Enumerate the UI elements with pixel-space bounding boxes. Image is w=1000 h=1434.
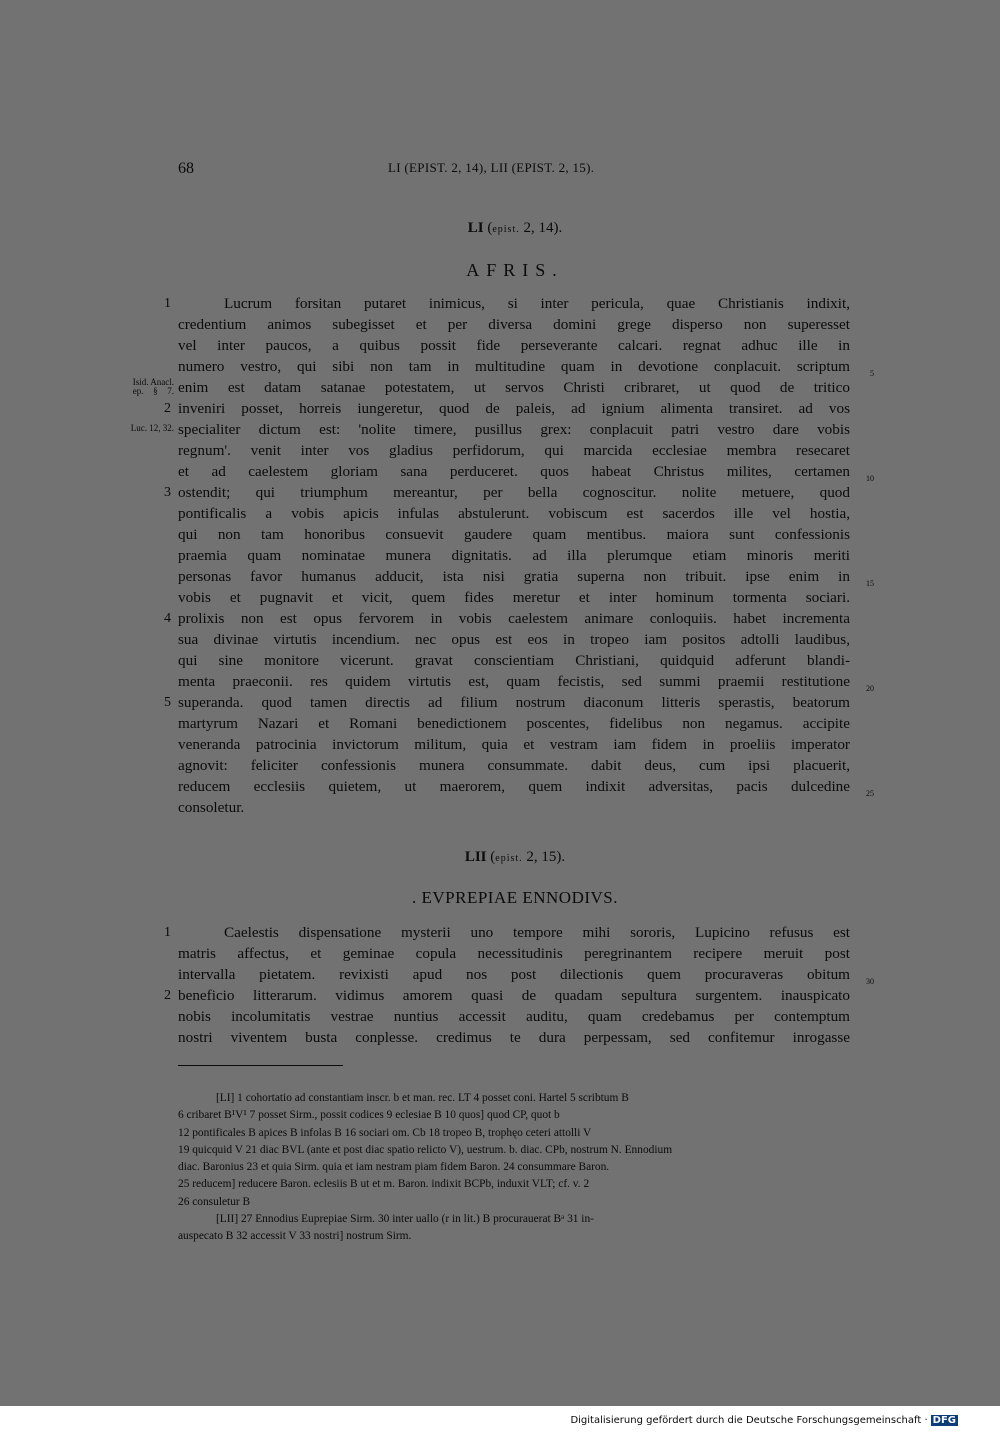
text-line: consoletur. — [178, 799, 245, 816]
apparatus-line: auspecato B 32 accessit V 33 nostri] nostrum Sirm. — [178, 1230, 412, 1243]
apparatus-line: [LI] 1 cohortatio ad constantiam inscr. b et man. rec. LT 4 posset coni. Hartel 5 scribtum B — [216, 1092, 629, 1104]
text-line — [130, 419, 850, 440]
text-line — [132, 377, 850, 398]
text-line: matris affectus, et geminae copula necessitudinis peregrinantem recipere meruit post — [178, 945, 850, 962]
line-text: intervalla pietatem. revixisti apud nos post dilectionis quem procuraveras obitum — [178, 966, 850, 983]
text-line — [164, 692, 850, 713]
letter-2-ref-open: ( — [490, 849, 496, 865]
text-line — [178, 776, 874, 798]
text-line — [164, 985, 850, 1006]
line-text: personas favor humanus adducit, ista nisi gratia superna non tribuit. ipse enim in — [178, 568, 850, 585]
letter-1-ref-rest: 2, 14). — [519, 220, 563, 236]
critical-apparatus — [178, 1090, 848, 1246]
section-number: 1 — [164, 925, 171, 940]
apparatus-line: 26 consuletur B — [178, 1195, 251, 1208]
apparatus-line: 12 pontificales B apices B infolas B 16 sociari om. Cb 18 tropeo B, trophęo ceteri attolli V — [178, 1126, 592, 1139]
line-number: 5 — [870, 369, 874, 378]
line-text: specialiter dictum est: 'nolite timere, pusillus grex: conplacuit patri vestro dare vobis — [178, 421, 850, 438]
line-text: numero vestro, qui sibi non tam in multitudine quam in devotione conplacuit. scriptum — [178, 358, 850, 375]
text-line: veneranda patrocinia invictorum militum, quia et vestram iam fidem in proeliis imperator — [178, 736, 850, 753]
text-line — [164, 608, 850, 629]
section-number: 2 — [164, 401, 171, 416]
line-text: beneficio litterarum. vidimus amorem quasi de quadam sepultura surgentem. inauspicato — [178, 987, 850, 1004]
letter-2-ref-rest: 2, 15). — [522, 849, 566, 865]
text-line — [178, 461, 874, 483]
apparatus-line: diac. Baronius 23 et quia Sirm. quia et iam nestram piam fidem Baron. 24 consummare Baron. — [178, 1161, 610, 1174]
line-text: prolixis non est opus fervorem in vobis caelestem animare conloquiis. habet incrementa — [178, 610, 850, 627]
text-line: vel inter paucos, a quibus possit fide perseverante calcari. regnat adhuc ille in — [178, 337, 850, 354]
text-line — [178, 671, 874, 693]
section-number: 5 — [164, 695, 171, 710]
running-head: LI (EPIST. 2, 14), LII (EPIST. 2, 15). — [388, 160, 595, 175]
text-line: credentium animos subegisset et per diversa domini grege disperso non superesset — [178, 316, 850, 333]
line-text: ostendit; qui triumphum mereantur, per bella cognoscitur. nolite metuere, quod — [178, 484, 850, 501]
text-line: regnum'. venit inter vos gladius perfidorum, qui marcida ecclesiae membra resecaret — [178, 442, 850, 459]
letter-1-ref-epist: epist. — [492, 224, 520, 235]
section-number: 4 — [164, 611, 171, 626]
line-text: enim est datam satanae potestatem, ut servos Christi cribraret, ut quod de tritico — [178, 379, 850, 396]
letter-1-body — [130, 293, 874, 818]
dfg-logo: DFG — [932, 1415, 956, 1426]
text-line: qui non tam honoribus consuevit gaudere quam mentibus. maiora sunt confessionis — [178, 526, 850, 543]
text-line — [178, 566, 874, 588]
text-line — [164, 922, 850, 943]
text-line — [164, 482, 850, 503]
letter-2-body — [164, 922, 874, 1048]
funding-footer — [566, 1413, 962, 1428]
letter-1-ref-open: ( — [487, 220, 493, 236]
apparatus-line: 6 cribaret B¹V¹ 7 posset Sirm., possit codices 9 eclesiae B 10 quos] quod CP, quot b — [178, 1109, 560, 1122]
text-line: sua divinae virtutis incendium. nec opus est eos in tropeo iam positos adtolli laudibus, — [178, 631, 850, 648]
text-line — [178, 964, 874, 986]
line-text: Lucrum forsitan putaret inimicus, si inter pericula, quae Christianis indixit, — [224, 295, 850, 312]
text-line: pontificalis a vobis apicis infulas abstulerunt. vobiscum est sacerdos ille vel hostia, — [178, 505, 850, 522]
text-line: nobis incolumitatis vestrae nuntius accessit auditu, quam credebamus per contemptum — [178, 1008, 850, 1025]
footer-text: Digitalisierung gefördert durch die Deutsche Forschungsgemeinschaft · — [570, 1415, 928, 1426]
text-line — [164, 293, 850, 314]
text-line: qui sine monitore vicerunt. gravat conscientiam Christiani, quidquid adferunt blandi- — [178, 652, 850, 669]
margin-reference: Isid. Anacl. ep. § 7. — [132, 377, 174, 396]
apparatus-line: 25 reducem] reducere Baron. eclesiis B ut et m. Baron. indixit BCPb, induxit VLT; cf. v. 2 — [178, 1178, 590, 1191]
line-number: 20 — [866, 684, 874, 693]
text-line: vobis et pugnavit et vicit, quem fides meretur et inter hominum tormenta sociari. — [178, 589, 850, 606]
section-number: 3 — [164, 485, 171, 500]
margin-reference: Luc. 12, 32. — [130, 423, 174, 433]
text-line: martyrum Nazari et Romani benedictionem poscentes, fidelibus non negamus. accipite — [178, 715, 850, 732]
footnote-rule — [178, 1065, 343, 1066]
letter-2-number: LII — [464, 849, 487, 865]
text-line — [164, 398, 850, 419]
line-text: menta praeconii. res quidem virtutis est, quam fecistis, sed summi praemii restitutione — [178, 673, 850, 690]
letter-1-title: AFRIS. — [466, 260, 564, 280]
line-text: inveniri posset, horreis iungeretur, quod de paleis, ad ignium alimenta transiret. ad vos — [178, 400, 850, 417]
line-text: superanda. quod tamen directis ad filium nostrum diaconum litteris sperastis, beatorum — [178, 694, 850, 711]
text-line: agnovit: feliciter confessionis munera consummate. dabit deus, cum ipsi placuerit, — [178, 757, 850, 774]
apparatus-line: [LII] 27 Ennodius Euprepiae Sirm. 30 inter uallo (r in lit.) B procurauerat Bᵃ 31 in- — [216, 1213, 594, 1226]
page-number: 68 — [178, 160, 194, 177]
line-number: 25 — [866, 789, 874, 798]
line-number: 10 — [866, 474, 874, 483]
line-number: 15 — [866, 579, 874, 588]
line-text: et ad caelestem gloriam sana perduceret. quos habeat Christus milites, certamen — [178, 463, 850, 480]
line-number: 30 — [866, 977, 874, 986]
letter-1-heading — [0, 220, 1000, 237]
text-line — [178, 356, 874, 378]
line-text: reducem ecclesiis quietem, ut maerorem, quem indixit adversitas, pacis dulcedine — [178, 778, 850, 795]
section-number: 2 — [164, 988, 171, 1003]
text-line: praemia quam nominatae munera dignitatis. ad illa plerumque etiam minoris meriti — [178, 547, 850, 564]
apparatus-line: 19 quicquid V 21 diac BVL (ante et post diac spatio relicto V), uestrum. b. diac. CPb, nostrum N. Ennodium — [178, 1143, 673, 1156]
letter-2-title: . EVPREPIAE ENNODIVS. — [412, 888, 618, 907]
letter-2-ref-epist: epist. — [495, 853, 523, 864]
text-line: nostri viventem busta conplesse. credimus te dura perpessam, sed confitemur inrogasse — [178, 1029, 850, 1046]
section-number: 1 — [164, 296, 171, 311]
letter-2-heading — [0, 849, 1000, 866]
line-text: Caelestis dispensatione mysterii uno tempore mihi sororis, Lupicino refusus est — [224, 924, 850, 941]
letter-1-number: LI — [467, 220, 484, 236]
